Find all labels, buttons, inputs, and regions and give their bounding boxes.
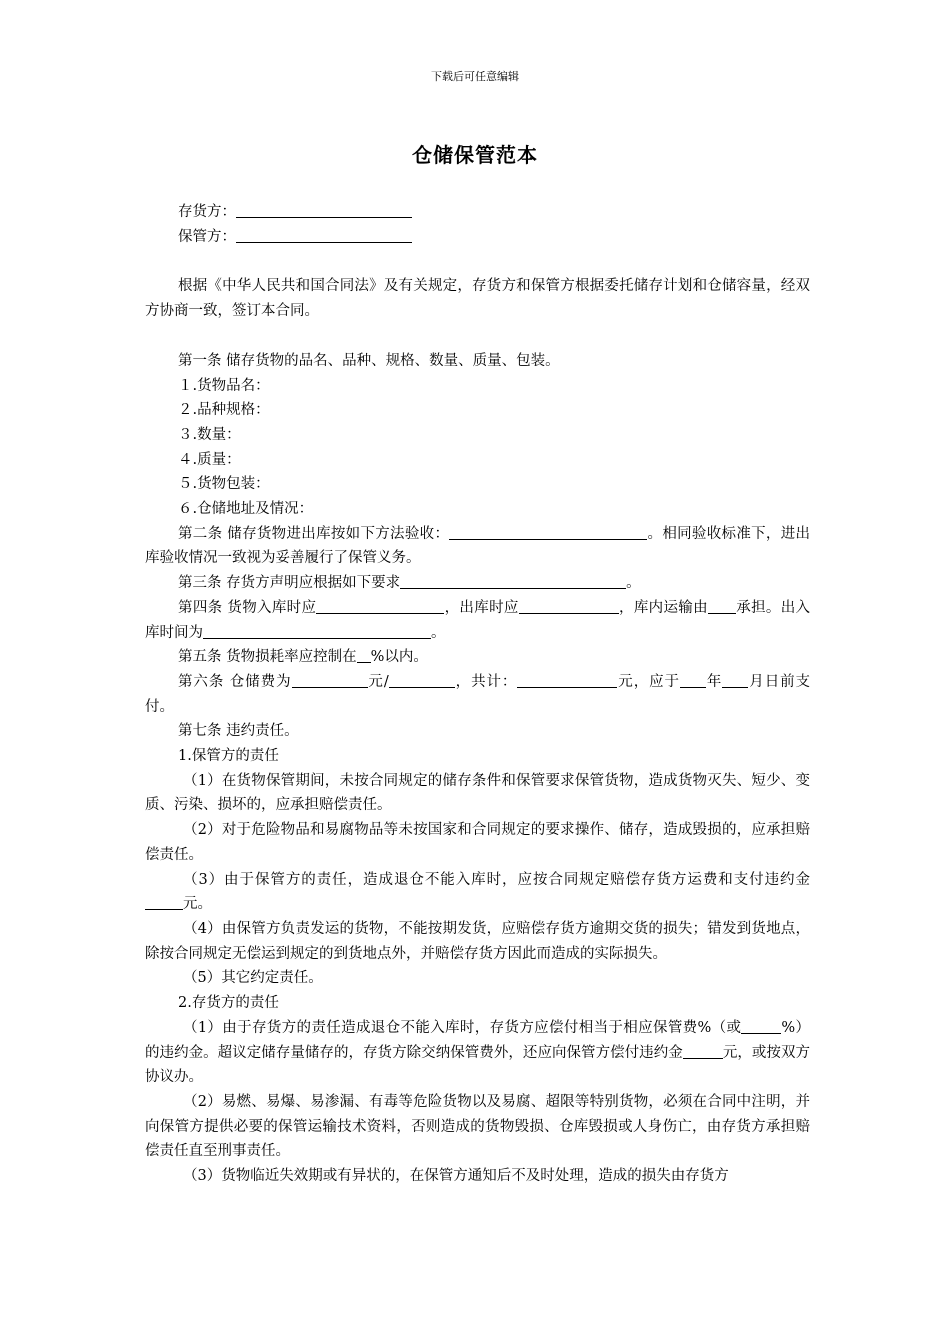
keeper-clause-4: （4）由保管方负责发运的货物，不能按期发货，应赔偿存货方逾期交货的损失；错发到货地点，除按合同规定无偿运到规定的到货地点外，并赔偿存货方因此而造成的实际损失。 — [145, 920, 810, 962]
requirements-blank[interactable] — [400, 572, 626, 589]
depositor-clause-1: （1）由于存货方的责任造成退仓不能入库时，存货方应偿付相当于相应保管费%（或 %）的违约金。超议定储存量储存的，存货方除交纳保管费外，还应向保管方偿付违约金 元，或按双方协议办。 — [145, 1016, 810, 1090]
article-1-item: ５.货物包装： — [178, 476, 270, 493]
keeper-responsibility-heading: 1.保管方的责任 — [178, 748, 279, 765]
article-1-item: １.货物品名： — [178, 377, 270, 394]
keeper-clause-3: （3）由于保管方的责任，造成退仓不能入库时，应按合同规定赔偿存货方运费和支付违约金元。 — [145, 868, 810, 917]
fee-unit-blank[interactable] — [389, 671, 455, 688]
total-blank[interactable] — [517, 671, 617, 688]
intro-paragraph: 根据《中华人民共和国合同法》及有关规定，存货方和保管方根据委托储存计划和仓储容量，经双方协商一致，签订本合同。 — [145, 278, 810, 320]
month-blank[interactable] — [722, 671, 748, 688]
keeper-label: 保管方： — [178, 228, 236, 245]
inout-time-blank[interactable] — [203, 622, 431, 639]
depositor-clause-2: （2）易燃、易爆、易渗漏、有毒等危险货物以及易腐、超限等特别货物，必须在合同中注明，并向保管方提供必要的保管运输技术资料，否则造成的货物毁损、仓库毁损或人身伤亡，由存货方承担赔偿责任直至刑事责任。 — [145, 1093, 810, 1160]
article-1-item: ６.仓储地址及情况： — [178, 501, 314, 518]
article-4: 第四条 货物入库时应 ，出库时应 ，库内运输由 承担。出入库时间为 。 — [145, 596, 810, 645]
inbound-blank[interactable] — [316, 597, 444, 614]
keeper-clause-5: （5）其它约定责任。 — [183, 970, 323, 987]
percent-blank[interactable] — [741, 1017, 781, 1034]
depositor-label: 存货方： — [178, 204, 236, 220]
article-2: 第二条 储存货物进出库按如下方法验收： 。相同验收标准下，进出库验收情况一致视为妥善履行了保管义务。 — [145, 522, 810, 571]
outbound-blank[interactable] — [519, 597, 619, 614]
keeper-line — [145, 225, 810, 250]
article-3: 第三条 存货方声明应根据如下要求 。 — [145, 571, 810, 596]
document-title: 仓储保管范本 — [412, 143, 538, 167]
page-header: 下载后可任意编辑 — [431, 70, 519, 83]
inspection-method-blank[interactable] — [449, 523, 647, 540]
article-1-title: 第一条 储存货物的品名、品种、规格、数量、质量、包装。 — [178, 352, 560, 369]
article-1-item: ４.质量： — [178, 451, 241, 468]
document-body — [145, 200, 810, 1189]
year-blank[interactable] — [680, 671, 706, 688]
depositor-line — [145, 200, 810, 225]
article-1-item: ２.品种规格： — [178, 402, 270, 419]
fee-blank[interactable] — [292, 671, 368, 688]
transport-party-blank[interactable] — [708, 597, 736, 614]
depositor-responsibility-heading: 2.存货方的责任 — [178, 995, 279, 1012]
penalty-amount-blank[interactable] — [683, 1042, 723, 1059]
loss-rate-blank[interactable] — [357, 646, 371, 663]
keeper-clause-2: （2）对于危险物品和易腐物品等未按国家和合同规定的要求操作、储存，造成毁损的，应承担赔偿责任。 — [145, 822, 810, 863]
keeper-blank[interactable] — [236, 226, 412, 243]
article-6: 第六条 仓储费为 元/ ，共计： 元，应于 年 月日前支付。 — [145, 670, 810, 719]
article-5: 第五条 货物损耗率应控制在 %以内。 — [145, 645, 810, 670]
keeper-clause-1: （1）在货物保管期间，未按合同规定的储存条件和保管要求保管货物，造成货物灭失、短少、变质、污染、损坏的，应承担赔偿责任。 — [145, 772, 810, 814]
article-1-item: ３.数量： — [178, 426, 241, 443]
penalty-blank[interactable] — [145, 893, 183, 910]
depositor-clause-3: （3）货物临近失效期或有异状的，在保管方通知后不及时处理，造成的损失由存货方 — [183, 1168, 729, 1185]
article-7-title: 第七条 违约责任。 — [178, 723, 299, 740]
depositor-blank[interactable] — [236, 201, 412, 218]
